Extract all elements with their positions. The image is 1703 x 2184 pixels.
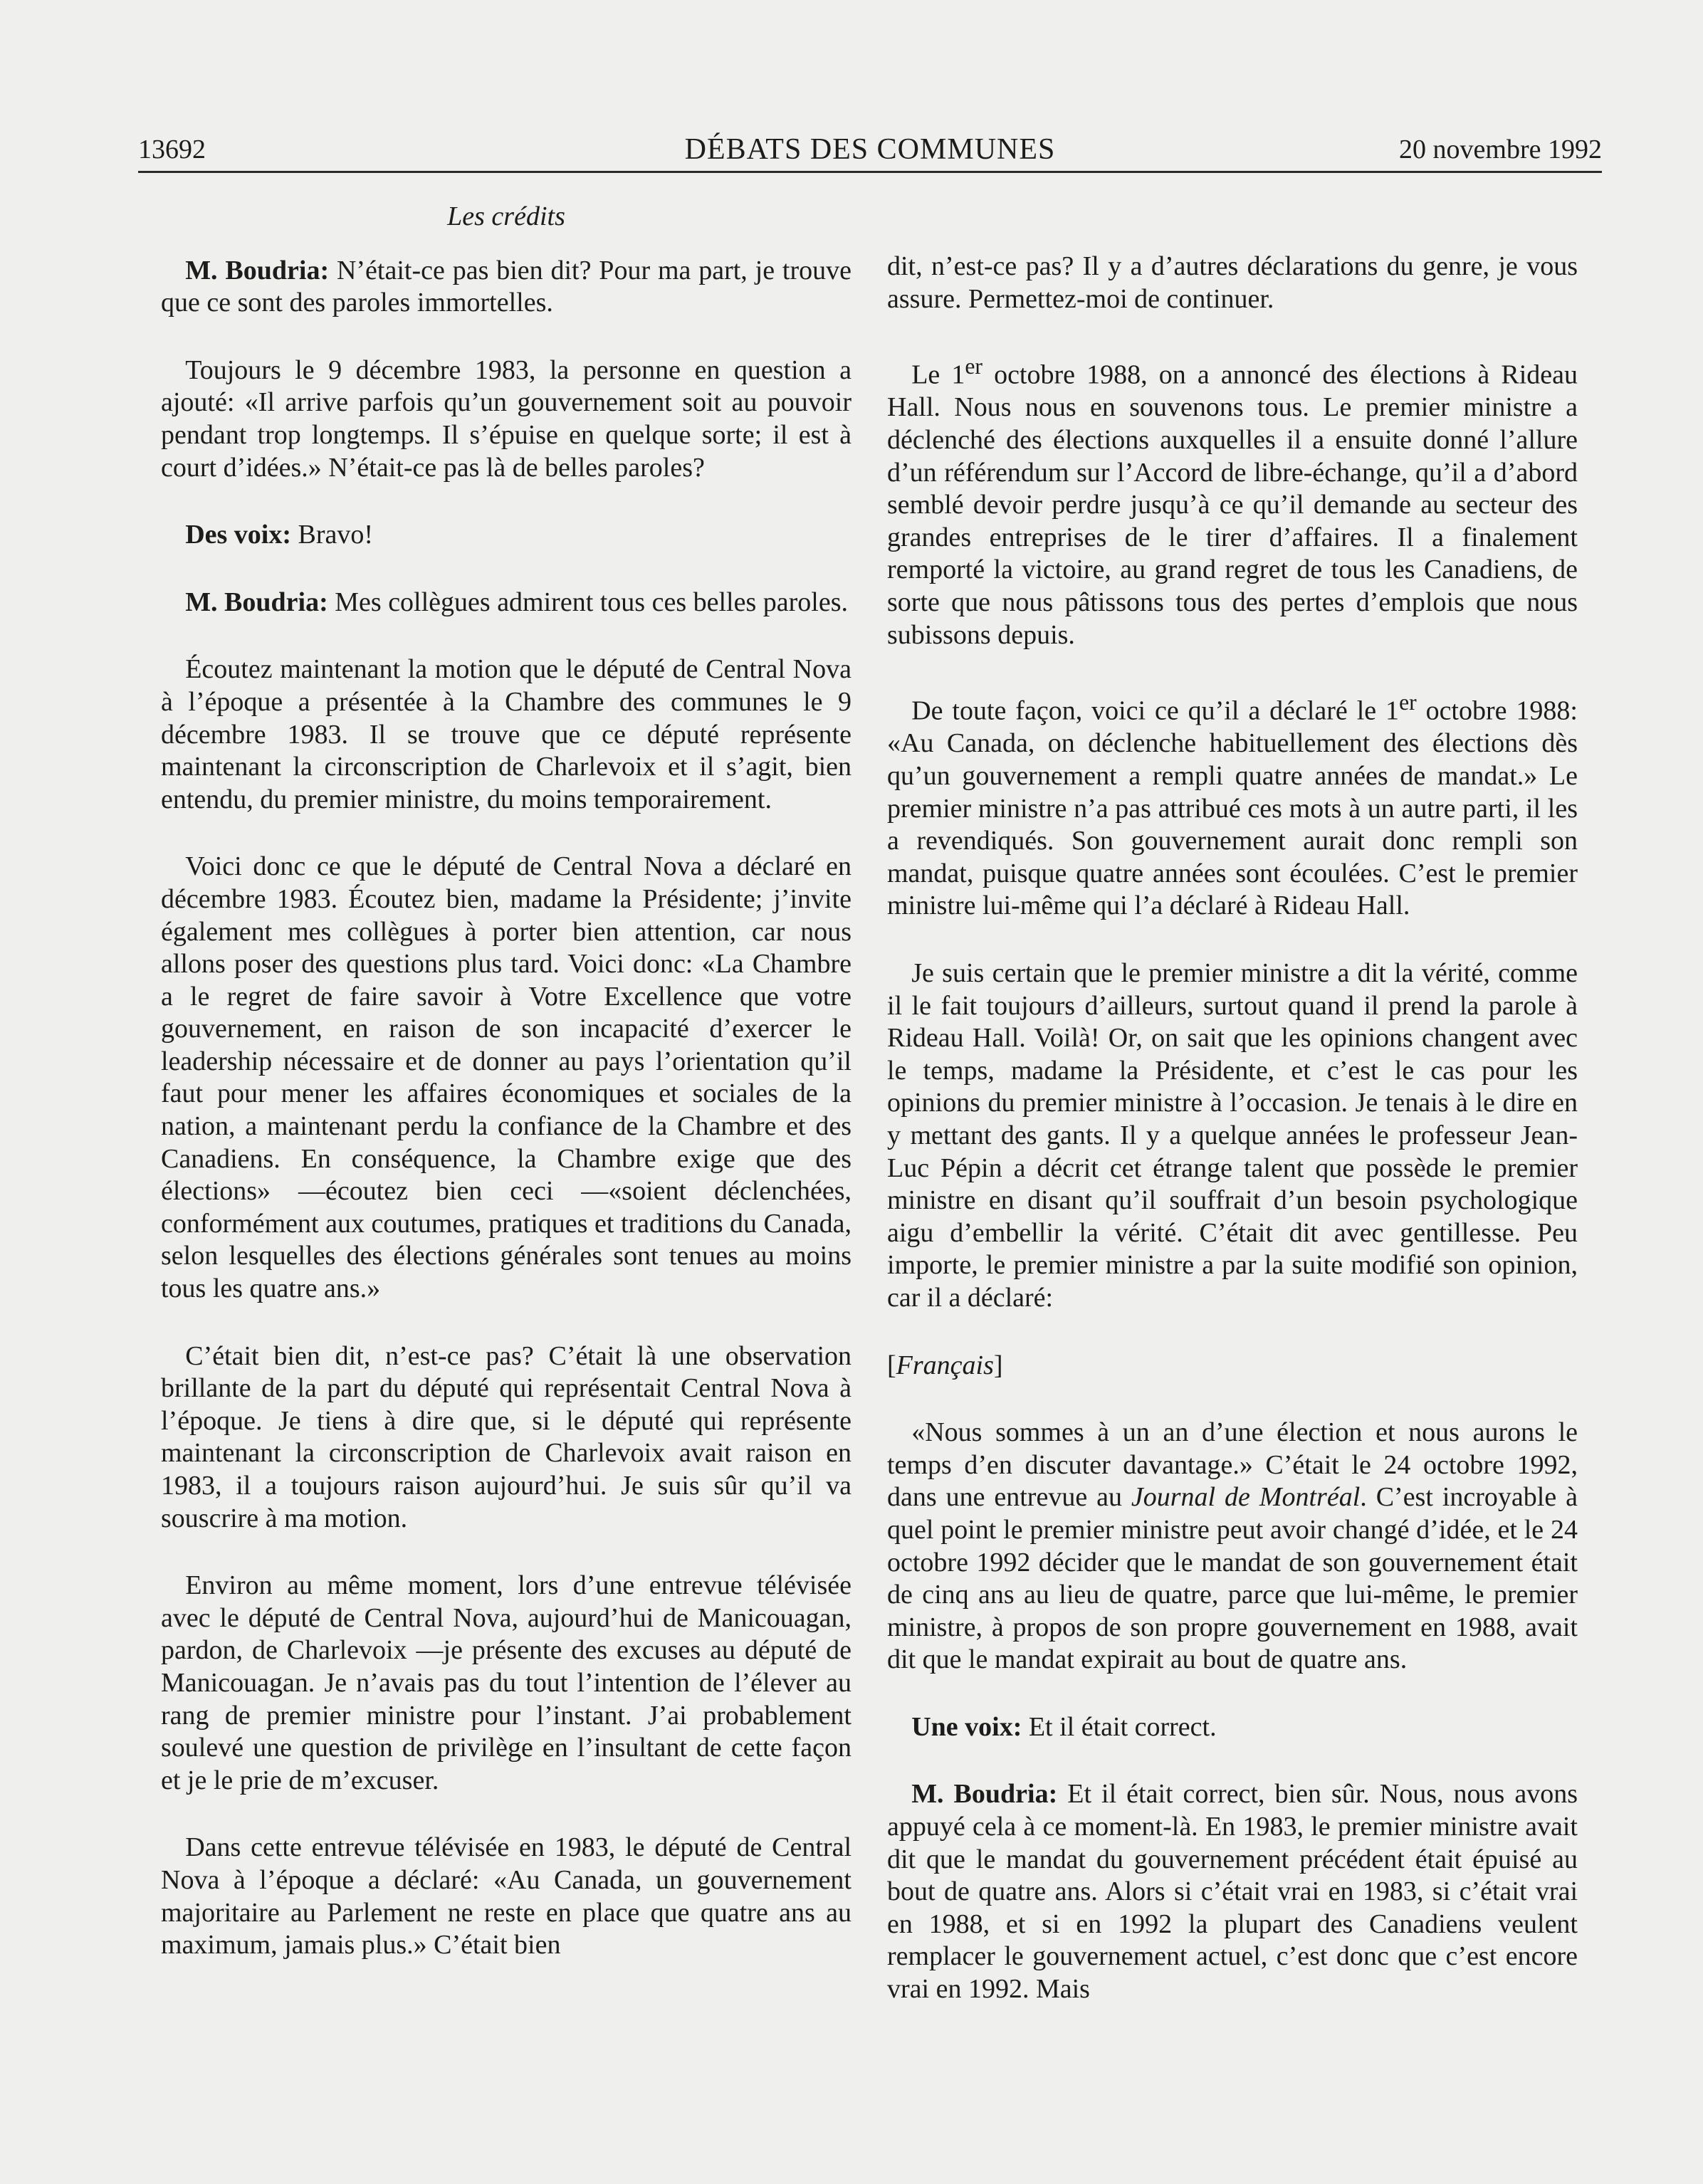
publication-title: DÉBATS DES COMMUNES: [684, 133, 1056, 166]
paragraph: [887, 350, 1578, 651]
text-run: «Nous sommes à un an d’une élection et nous aurons le temps d’en discuter davantage.» C’était le 24 octobre 1992, dans une entrevue au: [887, 1417, 1578, 1513]
paragraph: dit, n’est-ce pas? Il y a d’autres déclarations du genre, je vous assure. Permettez-moi de continuer.: [887, 251, 1578, 314]
bracket: [: [887, 1350, 896, 1380]
paragraph: Écoutez maintenant la motion que le député de Central Nova à l’époque a présentée à la Chambre des communes le 9 décembre 1983. Il se trouve que ce député représente maintenant la circonscription de Charlevoix et il s’agit, bien entendu, du premier ministre, du moins temporairement.: [161, 654, 852, 814]
language-label: Français: [896, 1350, 994, 1380]
paragraph: [887, 686, 1578, 923]
text-run: De toute façon, voici ce qu’il a déclaré le 1: [911, 695, 1400, 726]
page-number: 13692: [138, 135, 206, 164]
section-subject: Les crédits: [447, 201, 565, 231]
text-run: Le 1: [911, 359, 965, 390]
running-header: [138, 125, 1602, 169]
speech-text: Mes collègues admirent tous ces belles paroles.: [328, 587, 848, 617]
speech-text: N’était-ce pas bien dit? Pour ma part, je trouve que ce sont des paroles immortelles.: [161, 255, 852, 318]
superscript: er: [1399, 690, 1417, 715]
publication-name: Journal de Montréal: [1131, 1482, 1361, 1513]
paragraph: [887, 1778, 1578, 2005]
text-run: . C’est incroyable à quel point le premier ministre peut avoir changé d’idée, et le 24 octobre 1992 décider que le mandat de son gouvernement était de cinq ans au lieu de quatre, parce que lui-même, le premier ministre, à propos de son propre gouvernement en 1988, avait dit que le mandat expirait au bout de quatre ans.: [887, 1482, 1578, 1675]
paragraph: [161, 255, 852, 320]
speech-text: Et il était correct.: [1022, 1711, 1217, 1742]
right-column: [887, 201, 1578, 2041]
superscript: er: [965, 354, 983, 379]
paragraph: Toujours le 9 décembre 1983, la personne en question a ajouté: «Il arrive parfois qu’un gouvernement soit au pouvoir pendant trop longtemps. Il s’épuise en quelque sorte; il est à court d’idées.» N’était-ce pas là de belles paroles?: [161, 355, 852, 483]
speaker-name: M. Boudria:: [185, 587, 328, 617]
paragraph: C’était bien dit, n’est-ce pas? C’était là une observation brillante de la part du député qui représentait Central Nova à l’époque. Je tiens à dire que, si le député qui représente maintenant la circonscription de Charlevoix avait raison en 1983, il a toujours raison aujourd’hui. Je suis sûr qu’il va souscrire à ma motion.: [161, 1340, 852, 1533]
paragraph: Je suis certain que le premier ministre a dit la vérité, comme il le fait toujours d’ailleurs, surtout quand il prend la parole à Rideau Hall. Voilà! Or, on sait que les opinions changent avec le temps, madame la Présidente, et c’est le cas pour les opinions du premier ministre à l’occasion. Je tenais à le dire en y mettant des gants. Il y a quelque années le professeur Jean-Luc Pépin a décrit cet étrange talent que possède le premier ministre en disant qu’il souffrait d’un besoin psychologique aigu d’embellir la vérité. C’était dit avec gentillesse. Peu importe, le premier ministre a par la suite modifié son opinion, car il a déclaré:: [887, 958, 1578, 1313]
speaker-name: Des voix:: [185, 520, 291, 550]
paragraph: [161, 587, 852, 619]
speaker-name: Une voix:: [911, 1711, 1022, 1742]
speaker-name: M. Boudria:: [185, 255, 330, 285]
bracket: ]: [993, 1350, 1003, 1380]
speaker-name: M. Boudria:: [911, 1779, 1058, 1810]
header-rule: [138, 171, 1602, 173]
header-date: 20 novembre 1992: [1399, 135, 1602, 164]
speech-text: Bravo!: [291, 520, 374, 550]
language-marker: [887, 1350, 1578, 1382]
paragraph: Environ au même moment, lors d’une entrevue télévisée avec le député de Central Nova, aujourd’hui de Manicouagan, pardon, de Charlevoix —je présente des excuses au député de Manicouagan. Je n’avais pas du tout l’intention de l’élever au rang de premier ministre pour l’instant. J’ai probablement soulevé une question de privilège en l’insultant de cette façon et je le prie de m’excuser.: [161, 1570, 852, 1795]
paragraph: Dans cette entrevue télévisée en 1983, le député de Central Nova à l’époque a déclaré: «Au Canada, un gouvernement majoritaire au Parlement ne reste en place que quatre ans au maximum, jamais plus.» C’était bien: [161, 1832, 852, 1960]
text-run: octobre 1988: «Au Canada, on déclenche habituellement des élections dès qu’un gouvernement a rempli quatre années de mandat.» Le premier ministre n’a pas attribué ces mots à un autre parti, il les a revendiqués. Son gouvernement aurait donc rempli son mandat, puisque quatre années sont écoulées. C’est le premier ministre lui-même qui l’a déclaré à Rideau Hall.: [887, 695, 1578, 921]
text-run: octobre 1988, on a annoncé des élections à Rideau Hall. Nous nous en souvenons tous. Le premier ministre a déclenché des élections auxquelles il a ensuite donné l’allure d’un référendum sur l’Accord de libre-échange, qu’il a d’abord semblé devoir perdre jusqu’à ce qu’il demande au secteur des grandes entreprises de le tirer d’affaires. Il a finalement remporté la victoire, au grand regret de tous les Canadiens, de sorte que nous pâtissons tous des pertes d’emplois que nous subissons depuis.: [887, 359, 1578, 650]
paragraph: [887, 1417, 1578, 1676]
left-column: [161, 201, 852, 1997]
paragraph: [161, 519, 852, 552]
speech-text: Et il était correct, bien sûr. Nous, nous avons appuyé cela à ce moment-là. En 1983, le premier ministre avait dit que le mandat du gouvernement précédent était épuisé au bout de quatre ans. Alors si c’était vrai en 1983, si c’était vrai en 1988, et si en 1992 la plupart des Canadiens veulent remplacer le gouvernement actuel, c’est donc que c’est encore vrai en 1992. Mais: [887, 1779, 1578, 2005]
paragraph: Voici donc ce que le député de Central Nova a déclaré en décembre 1983. Écoutez bien, madame la Présidente; j’invite également mes collègues à porter bien attention, car nous allons poser des questions plus tard. Voici donc: «La Chambre a le regret de faire savoir à Votre Excellence que votre gouvernement, en raison de son incapacité d’exercer le leadership nécessaire et de donner au pays l’orientation qu’il faut pour mener les affaires économiques et sociales de la nation, a maintenant perdu la confiance de la Chambre et des Canadiens. En conséquence, la Chambre exige que des élections» —écoutez bien ceci —«soient déclenchées, conformément aux coutumes, pratiques et traditions du Canada, selon lesquelles des élections générales sont tenues au moins tous les quatre ans.»: [161, 851, 852, 1304]
paragraph: [887, 1711, 1578, 1744]
